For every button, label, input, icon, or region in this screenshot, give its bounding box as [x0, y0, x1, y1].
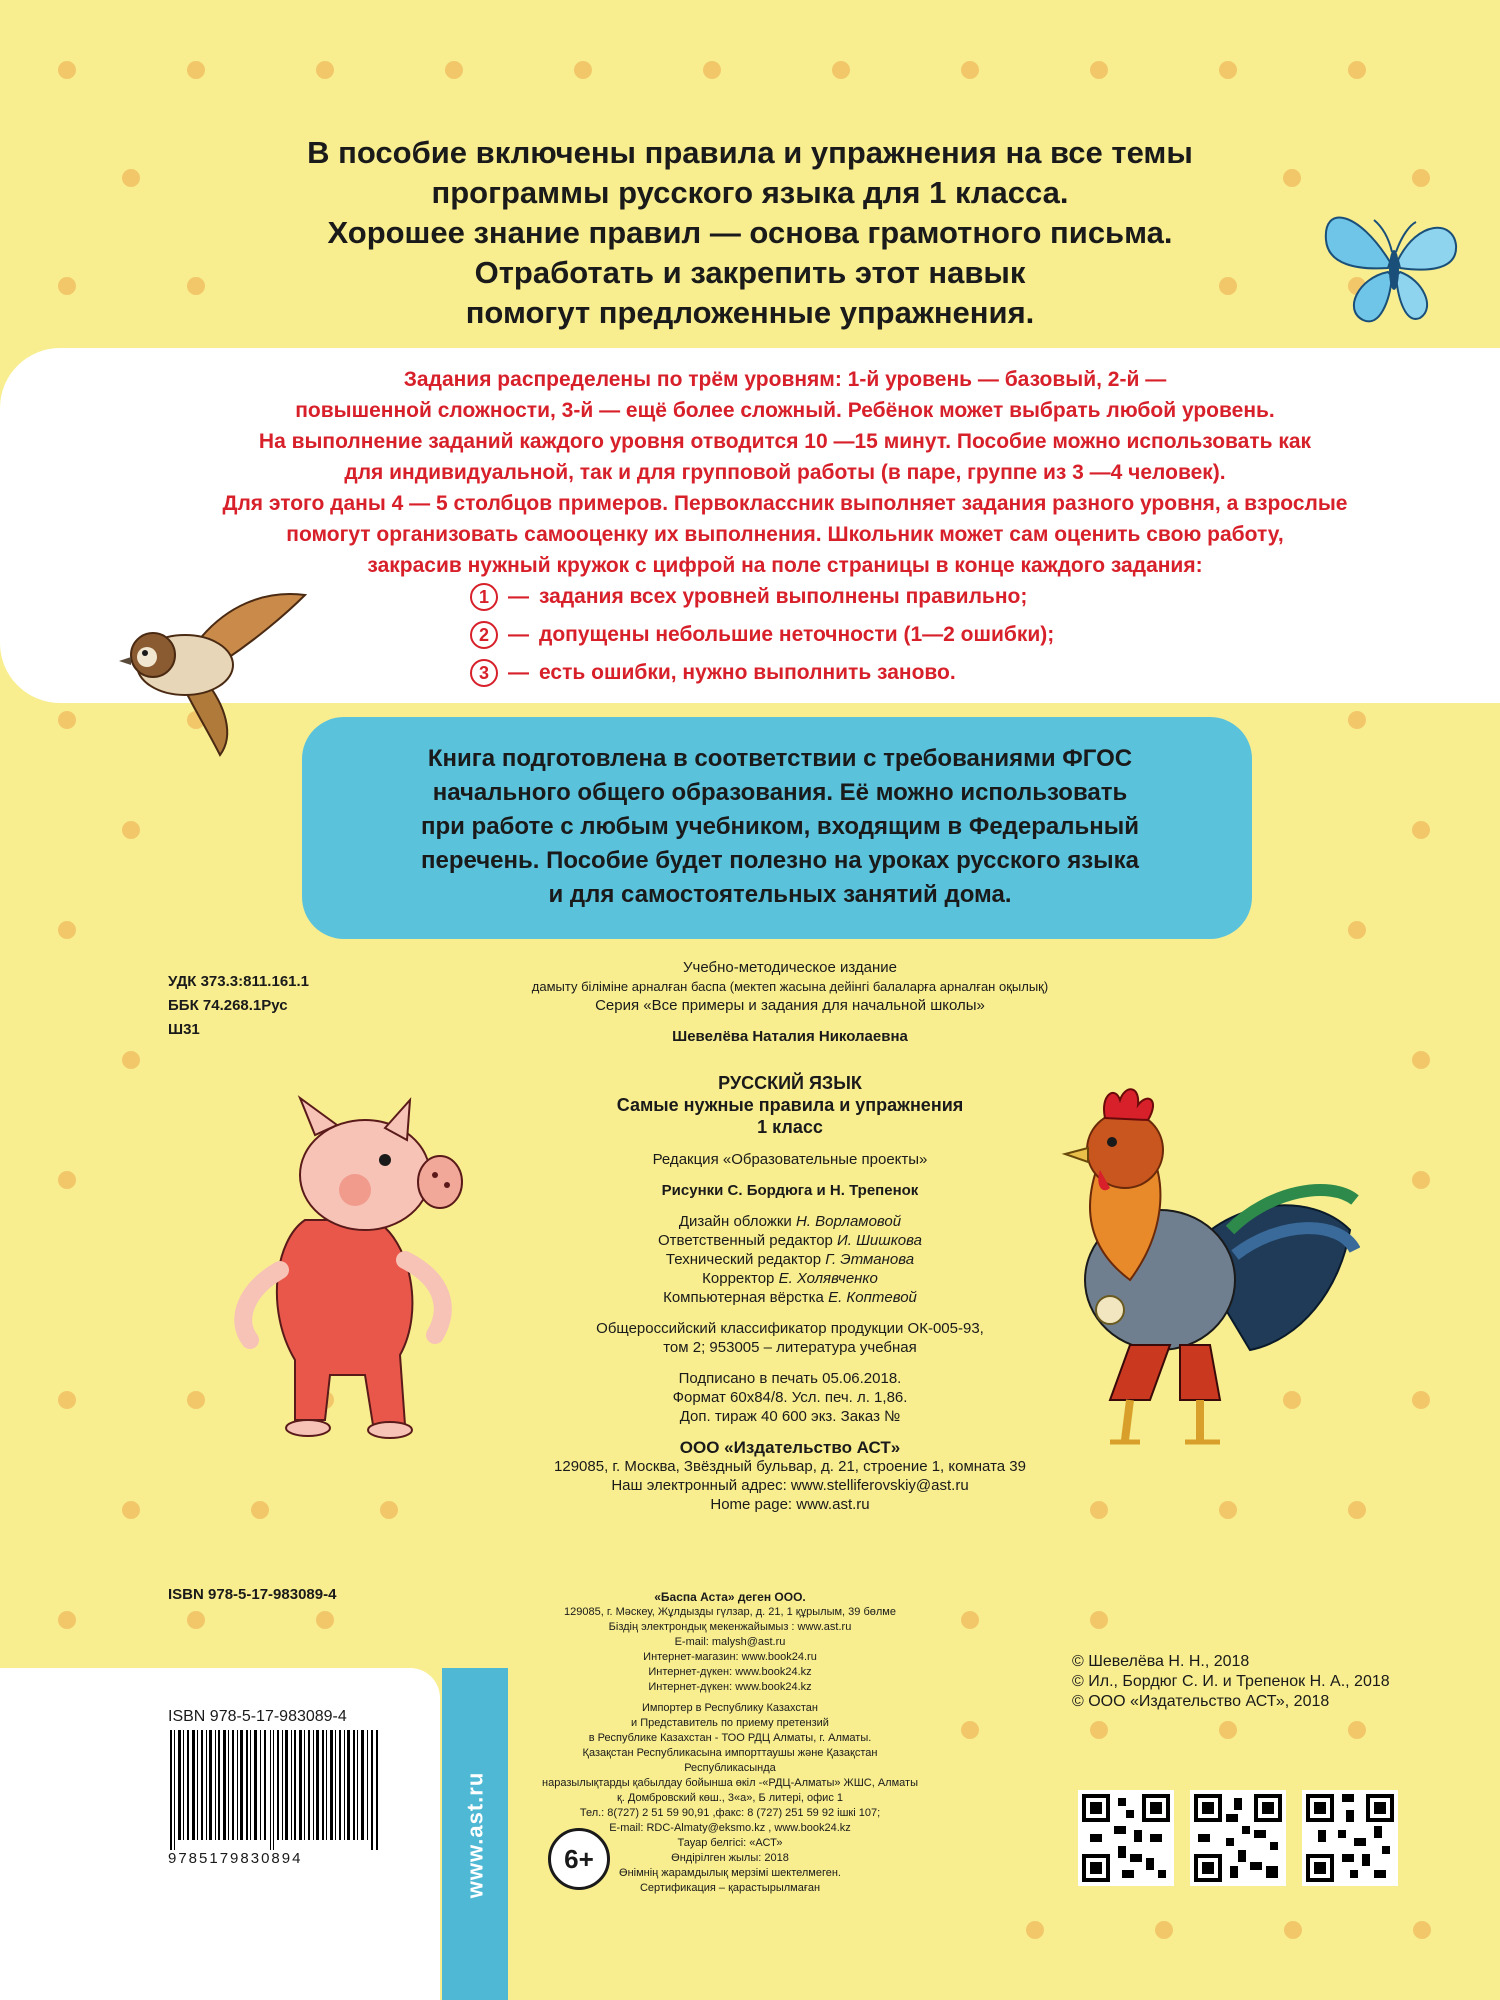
- print-line: Подписано в печать 05.06.2018.: [678, 1370, 902, 1387]
- qr-code-icon[interactable]: [1078, 1790, 1174, 1886]
- small-line: Интернет-дүкен: www.book24.kz: [648, 1666, 812, 1678]
- fgos-line: и для самостоятельных занятий дома.: [548, 881, 1012, 908]
- intro-line: Отработать и закрепить этот навык: [474, 255, 1026, 290]
- kz-publisher: «Баспа Аста» деген ООО.: [654, 1590, 806, 1604]
- book-subtitle: Самые нужные правила и упражнения: [616, 1095, 964, 1115]
- legend-dash: —: [508, 623, 529, 646]
- credit-role: Корректор: [702, 1270, 775, 1287]
- print-line: Доп. тираж 40 600 экз. Заказ №: [679, 1408, 901, 1425]
- classifier-line: Общероссийский классификатор продукции ОК-005-93,: [596, 1320, 984, 1337]
- editorial-office: Редакция «Образовательные проекты»: [652, 1151, 928, 1168]
- address-line: 129085, г. Москва, Звёздный бульвар, д. 21, строение 1, комната 39: [554, 1458, 1026, 1475]
- book-title: РУССКИЙ ЯЗЫК: [718, 1073, 862, 1093]
- intro-text: [230, 133, 1270, 333]
- credit-role: Ответственный редактор: [658, 1232, 833, 1249]
- level-circle-1: 1: [470, 583, 498, 611]
- levels-line: Для этого даны 4 — 5 столбцов примеров. Первоклассник выполняет задания разного уровня, а взрослые: [222, 492, 1348, 515]
- classifier-line: том 2; 953005 – литература учебная: [663, 1339, 917, 1356]
- intro-line: помогут предложенные упражнения.: [465, 295, 1035, 330]
- age-rating-badge: 6+: [548, 1828, 610, 1890]
- levels-line: На выполнение заданий каждого уровня отводится 10 —15 минут. Пособие можно использовать как: [258, 430, 1312, 453]
- edition-type: Учебно-методическое издание: [683, 959, 897, 976]
- levels-line: помогут организовать самооценку их выполнения. Школьник может сам оценить свою работу,: [286, 523, 1284, 546]
- legend-item: [470, 654, 1054, 692]
- author: Шевелёва Наталия Николаевна: [672, 1028, 908, 1045]
- level-legend: [470, 578, 1054, 692]
- small-line: Интернет-дүкен: www.book24.kz: [648, 1681, 812, 1693]
- fgos-line: при работе с любым учебником, входящим в Федеральный: [420, 813, 1140, 840]
- kz-edition-type: дамыту біліміне арналған баспа (мектеп жасына дейінгі балаларға арналған оқылық): [531, 979, 1049, 994]
- barcode-isbn: ISBN 978-5-17-983089-4: [168, 1708, 347, 1725]
- bbk-line: ББК 74.268.1Рус: [168, 997, 288, 1014]
- small-line: Қазақстан Республикасына импорттаушы және Қазақстан Республикасында: [582, 1747, 878, 1774]
- levels-line: Задания распределены по трём уровням: 1-й уровень — базовый, 2-й —: [403, 368, 1167, 391]
- small-line: 129085, г. Мәскеу, Жұлдызды гүлзар, д. 21, 1 құрылым, 39 бөлме: [564, 1606, 896, 1618]
- barcode-icon: [168, 1730, 380, 1850]
- credit-role: Технический редактор: [665, 1251, 822, 1268]
- small-line: Біздің электрондық мекенжайымыз : www.ast.ru: [608, 1621, 852, 1633]
- intro-line: В пособие включены правила и упражнения на все темы: [307, 135, 1193, 170]
- barcode-number: 9785179830894: [168, 1850, 303, 1867]
- small-line: и Представитель по приему претензий: [631, 1717, 829, 1729]
- credit-role: Дизайн обложки: [678, 1213, 792, 1230]
- ast-url-wrapper: [440, 1670, 510, 2000]
- credit-name: Е. Холявченко: [778, 1270, 878, 1287]
- email-line: Наш электронный адрес: www.stelliferovskiy@ast.ru: [611, 1477, 969, 1494]
- levels-line: для индивидуальной, так и для групповой работы (в паре, группе из 3 —4 человек).: [344, 461, 1226, 484]
- legend-dash: —: [508, 661, 529, 684]
- book-grade: 1 класс: [757, 1117, 823, 1137]
- small-line: в Республике Казахстан - ТОО РДЦ Алматы, г. Алматы.: [588, 1732, 872, 1744]
- small-line: Сертификация – қарастырылмаған: [639, 1882, 821, 1894]
- legend-text: есть ошибки, нужно выполнить заново.: [539, 661, 956, 684]
- credit-name: Е. Коптевой: [828, 1289, 917, 1306]
- pig-illustration: [205, 1090, 495, 1440]
- copyright-line: © Ил., Бордюг С. И. и Трепенок Н. А., 2018: [1072, 1673, 1390, 1690]
- small-line: E-mail: RDC-Almaty@eksmo.kz , www.book24.kz: [609, 1822, 851, 1834]
- udk-block: [168, 970, 309, 1042]
- author-sign-line: Ш31: [168, 1021, 200, 1038]
- levels-line: закрасив нужный кружок с цифрой на поле страницы в конце каждого задания:: [367, 554, 1203, 577]
- legend-text: допущены небольшие неточности (1—2 ошибки);: [539, 623, 1055, 646]
- small-line: Интернет-магазин: www.book24.ru: [643, 1651, 817, 1663]
- intro-line: программы русского языка для 1 класса.: [431, 175, 1069, 210]
- qr-code-icon[interactable]: [1302, 1790, 1398, 1886]
- small-line: E-mail: malysh@ast.ru: [674, 1636, 786, 1648]
- small-line: Импортер в Республику Казахстан: [642, 1702, 818, 1714]
- butterfly-illustration: [1318, 200, 1468, 335]
- publisher: ООО «Издательство АСТ»: [679, 1438, 901, 1457]
- fgos-line: перечень. Пособие будет полезно на уроках русского языка: [420, 847, 1140, 874]
- series: Серия «Все примеры и задания для начальной школы»: [595, 997, 985, 1014]
- small-line: қ. Домбровский көш., 3«а», Б литері, офис 1: [616, 1792, 843, 1804]
- small-line: Өнімнің жарамдылық мерзімі шектелмеген.: [619, 1867, 841, 1879]
- udk-line: УДК 373.3:811.161.1: [168, 973, 310, 990]
- small-line: Тауар белгісі: «АСТ»: [677, 1837, 783, 1849]
- homepage-line: Home page: www.ast.ru: [710, 1496, 870, 1513]
- copyright-line: © Шевелёва Н. Н., 2018: [1072, 1653, 1250, 1670]
- sparrow-illustration: [115, 585, 315, 760]
- legend-dash: —: [508, 585, 529, 608]
- levels-line: повышенной сложности, 3-й — ещё более сложный. Ребёнок может выбрать любой уровень.: [295, 399, 1275, 422]
- isbn-label: ISBN 978-5-17-983089-4: [168, 1586, 337, 1603]
- small-line: Өндірілген жылы: 2018: [671, 1852, 789, 1864]
- small-line: Тел.: 8(727) 2 51 59 90,91 ,факс: 8 (727) 251 59 92 ішкі 107;: [579, 1807, 881, 1819]
- fgos-line: Книга подготовлена в соответствии с требованиями ФГОС: [427, 745, 1133, 772]
- level-circle-2: 2: [470, 621, 498, 649]
- credit-name: И. Шишкова: [837, 1232, 922, 1249]
- print-line: Формат 60х84/8. Усл. печ. л. 1,86.: [672, 1389, 908, 1406]
- qr-code-icon[interactable]: [1190, 1790, 1286, 1886]
- fgos-line: начального общего образования. Её можно использовать: [432, 779, 1128, 806]
- legend-item: [470, 578, 1054, 616]
- credit-name: Г. Этманова: [825, 1251, 915, 1268]
- legend-text: задания всех уровней выполнены правильно;: [539, 585, 1028, 608]
- copyright-block: [1072, 1652, 1390, 1712]
- fgos-text: [330, 742, 1230, 912]
- ast-url[interactable]: www.ast.ru: [462, 1771, 488, 1899]
- intro-line: Хорошее знание правил — основа грамотного письма.: [327, 215, 1173, 250]
- copyright-line: © ООО «Издательство АСТ», 2018: [1072, 1693, 1330, 1710]
- rooster-illustration: [1030, 1080, 1360, 1460]
- legend-item: [470, 616, 1054, 654]
- small-line: наразылықтарды қабылдау бойынша өкіл -«РДЦ-Алматы» ЖШС, Алматы: [542, 1777, 918, 1789]
- levels-description: [190, 364, 1380, 581]
- level-circle-3: 3: [470, 659, 498, 687]
- illustrations-credit: Рисунки С. Бордюга и Н. Трепенок: [661, 1182, 919, 1199]
- credit-role: Компьютерная вёрстка: [663, 1289, 824, 1306]
- credit-name: Н. Ворламовой: [795, 1213, 902, 1230]
